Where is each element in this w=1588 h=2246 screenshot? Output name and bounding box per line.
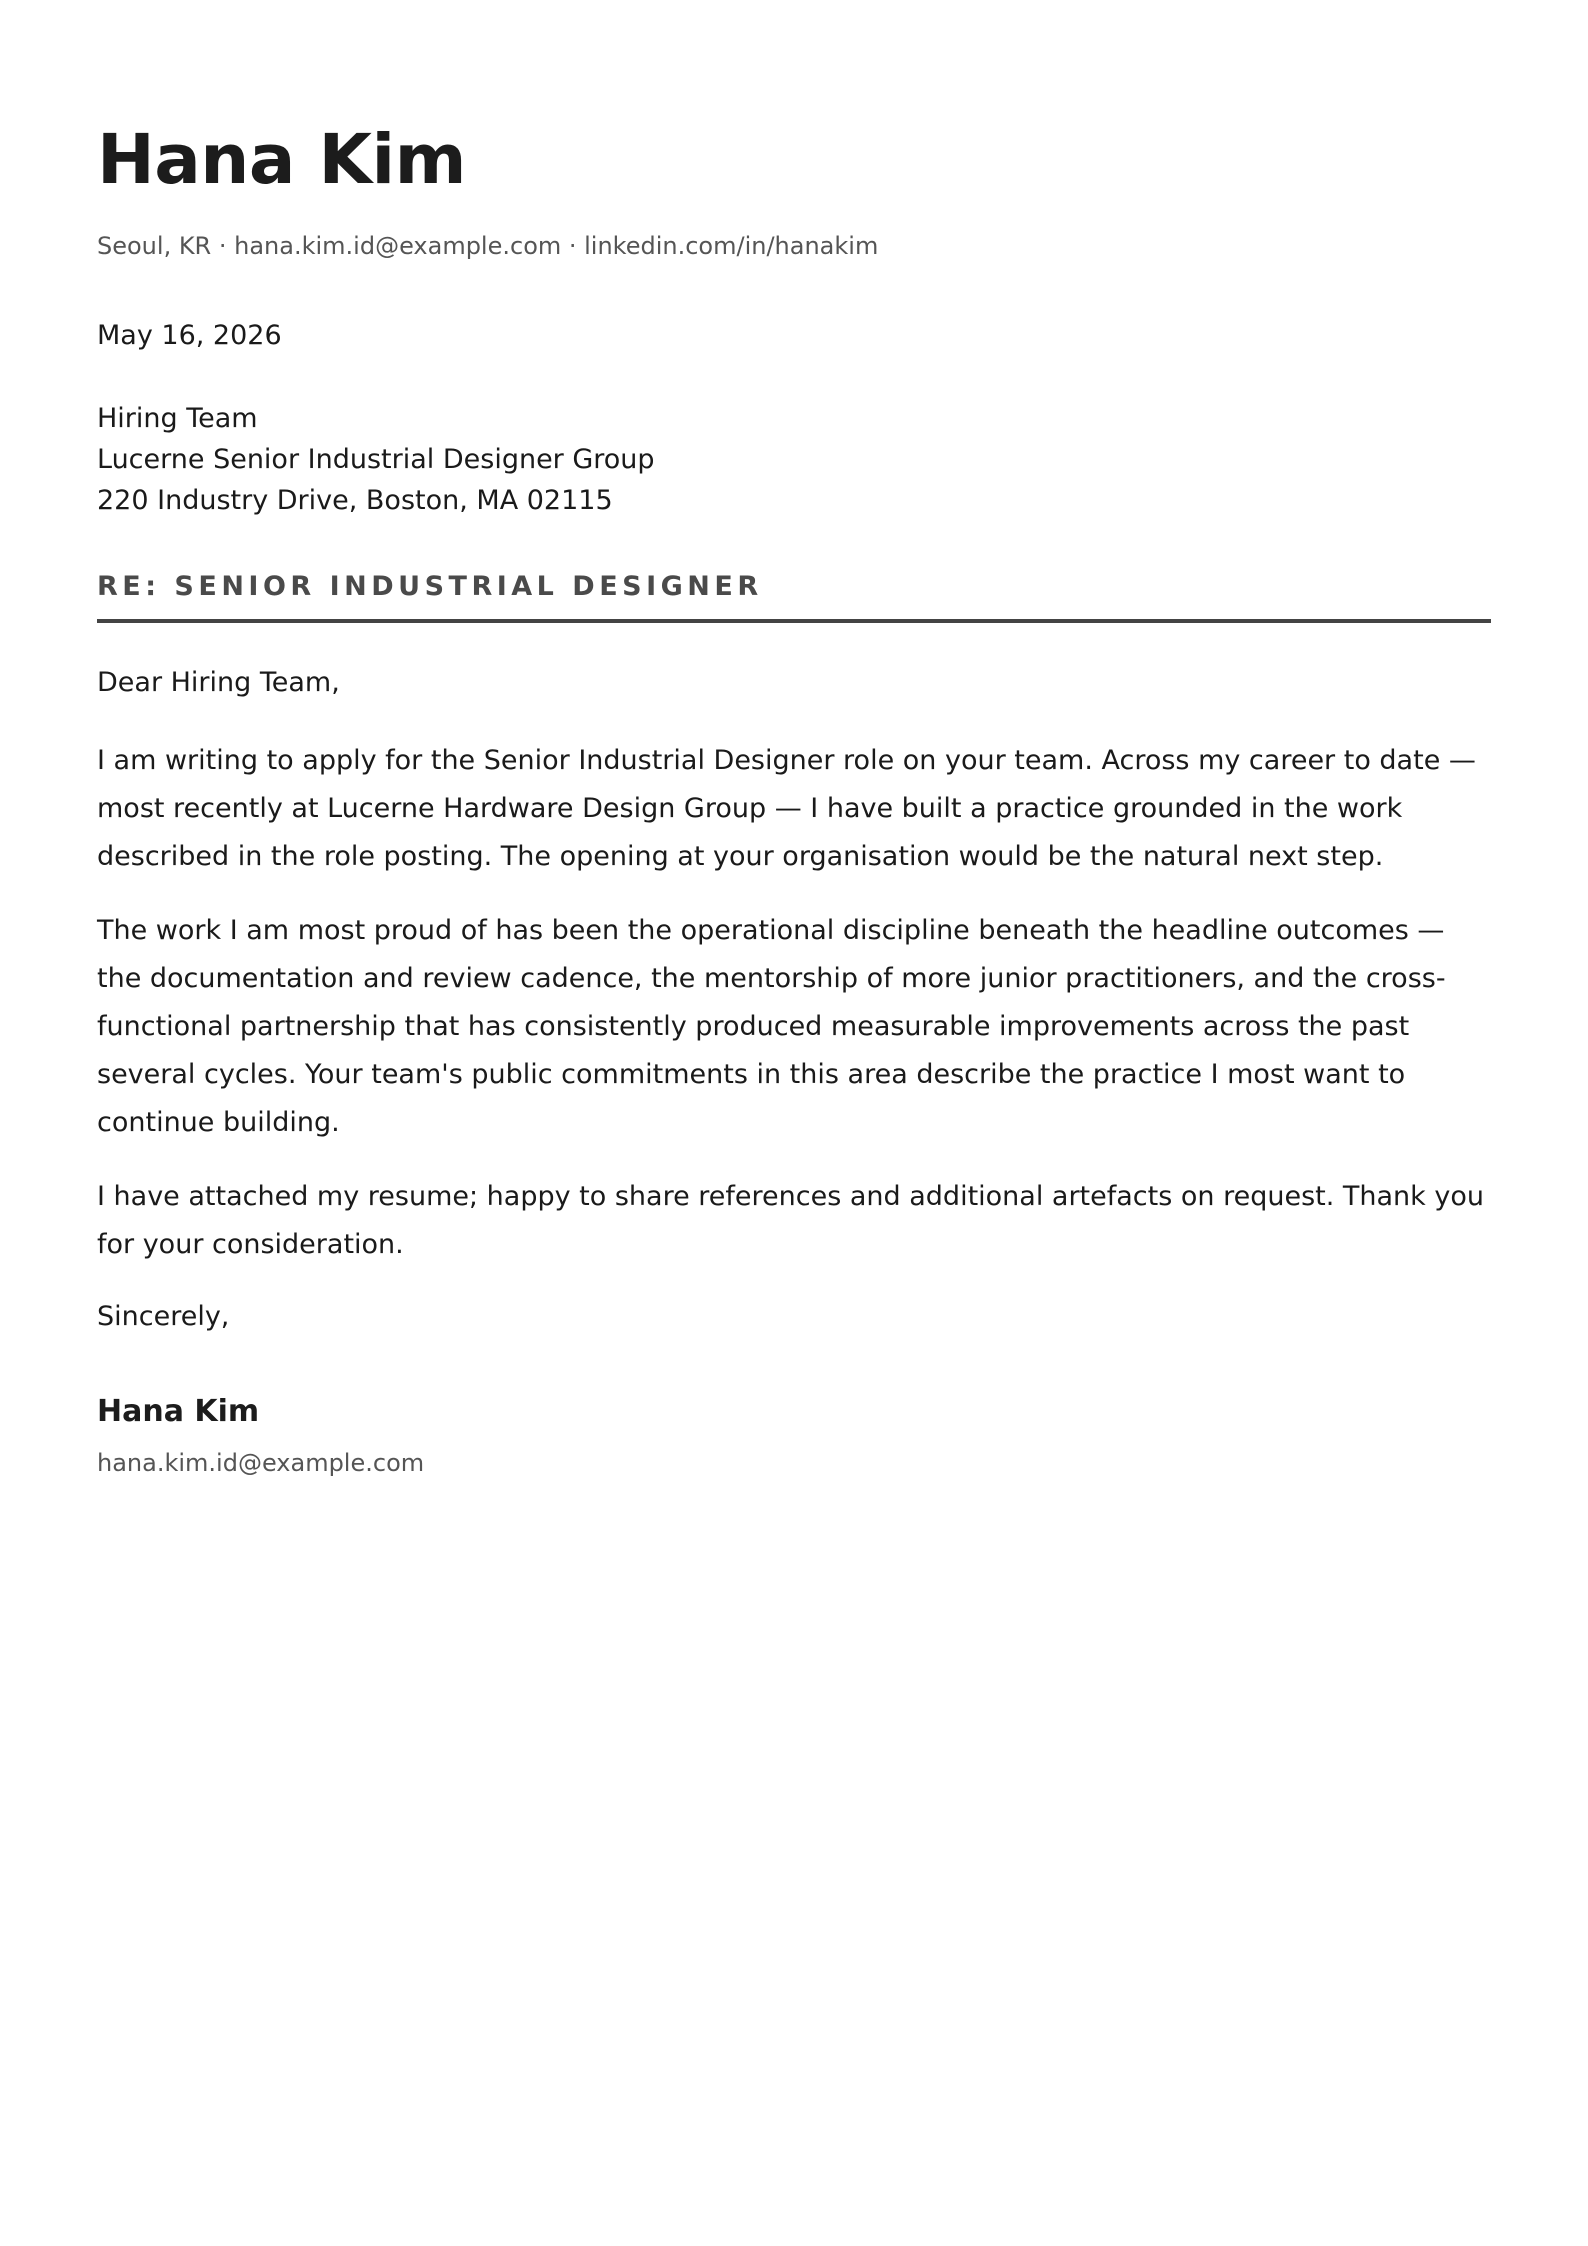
recipient-block <box>97 398 1491 521</box>
signature-email: hana.kim.id@example.com <box>97 1449 425 1477</box>
signature-name: Hana Kim <box>97 1394 260 1429</box>
applicant-name: Hana Kim <box>97 120 467 200</box>
recipient-line: Hiring Team <box>97 403 258 434</box>
contact-line: Seoul, KR · hana.kim.id@example.com · linkedin.com/in/hanakim <box>97 232 879 260</box>
salutation: Dear Hiring Team, <box>97 667 340 698</box>
body-paragraph: I have attached my resume; happy to share references and additional artefacts on request. Thank you for your consideration. <box>97 1181 1484 1260</box>
letter-date: May 16, 2026 <box>97 320 282 351</box>
recipient-line: 220 Industry Drive, Boston, MA 02115 <box>97 485 613 516</box>
closing: Sincerely, <box>97 1301 230 1332</box>
subject-heading: RE: SENIOR INDUSTRIAL DESIGNER <box>97 570 1491 623</box>
body-paragraph: I am writing to apply for the Senior Industrial Designer role on your team. Across my career to date — most recently at Lucerne Hardware Design Group — I have built a practice grounded in the work described in the role posting. The opening at your organisation would be the natural next step. <box>97 745 1476 872</box>
recipient-line: Lucerne Senior Industrial Designer Group <box>97 444 655 475</box>
body-paragraph: The work I am most proud of has been the operational discipline beneath the headline outcomes — the documentation and review cadence, the mentorship of more junior practitioners, and the cross-functional partnership that has consistently produced measurable improvements across the past several cycles. Your team's public commitments in this area describe the practice I most want to continue building. <box>97 915 1446 1138</box>
